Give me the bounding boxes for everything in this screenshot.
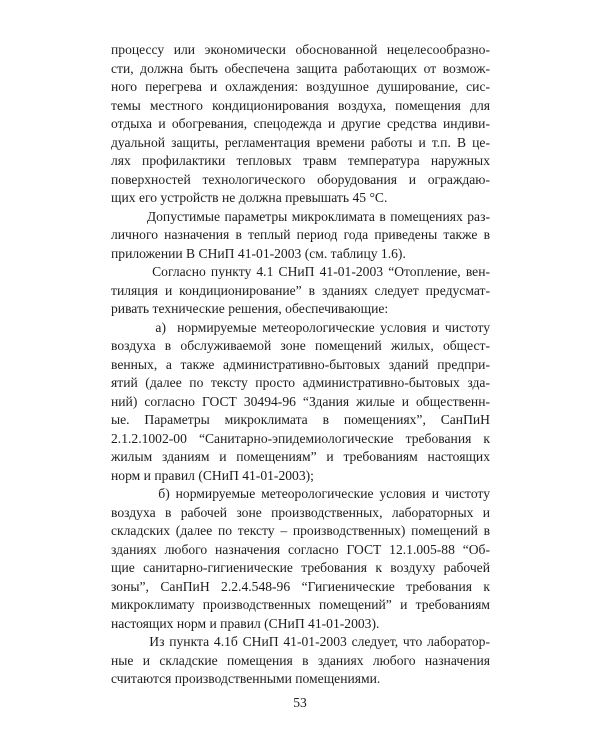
text-line: зоны”, СанПиН 2.2.4.548-96 “Гигиенические требования к bbox=[111, 578, 490, 594]
text-line: темы местного кондиционирования воздуха, помещения для bbox=[111, 97, 490, 113]
text-line: щих его устройств не должна превышать 45 °С. bbox=[111, 190, 388, 205]
text-line: процессу или экономически обоснованной нецелесообразно- bbox=[111, 42, 490, 57]
text-line: микроклимату производственных помещений” и требованиям bbox=[111, 597, 490, 612]
body-text bbox=[111, 41, 490, 689]
text-line: Из пункта 4.1б СНиП 41-01-2003 следует, что лаборатор- bbox=[111, 634, 490, 649]
text-line: приложении В СНиП 41-01-2003 (см. таблицу 1.6). bbox=[111, 245, 406, 261]
text-line: б) нормируемые метеорологические условия и чистоту bbox=[111, 486, 490, 501]
text-line: тиляция и кондиционирование” в зданиях следует предусмат- bbox=[111, 282, 490, 298]
text-line: дуальной защиты, регламентация времени работы и т.п. В це- bbox=[111, 134, 490, 150]
text-line: воздуха в рабочей зоне производственных, лабораторных и bbox=[111, 504, 490, 520]
list-item-a bbox=[111, 319, 490, 486]
page-number: 53 bbox=[293, 695, 307, 710]
text-line: отдыха и обогревания, спецодежда и другие средства индиви- bbox=[111, 116, 490, 131]
paragraph-snip-clause bbox=[111, 263, 490, 319]
text-line: считаются производственными помещениями. bbox=[111, 671, 381, 686]
paragraph-microclimate-parameters bbox=[111, 208, 490, 264]
text-line: зданиях любого назначения согласно ГОСТ 12.1.005-88 “Об- bbox=[111, 541, 490, 557]
text-line: ятий (далее по тексту просто административно-бытовых зда- bbox=[111, 375, 490, 390]
paragraph-protection-measures bbox=[111, 41, 490, 208]
text-line: Согласно пункту 4.1 СНиП 41-01-2003 “Отопление, вен- bbox=[111, 264, 490, 279]
text-line: ные и складские помещения в зданиях любого назначения bbox=[111, 652, 490, 668]
text-line: 2.1.2.1002-00 “Санитарно-эпидемиологические требования к bbox=[111, 430, 490, 446]
text-line: щие санитарно-гигиенические требования к воздуху рабочей bbox=[111, 560, 490, 575]
text-line: складских (далее по тексту – производственных) помещений в bbox=[111, 523, 490, 538]
text-line: жилым зданиям и помещениям” и требованиям настоящих bbox=[111, 449, 490, 464]
text-line: ривать технические решения, обеспечивающие: bbox=[111, 301, 389, 316]
paragraph-conclusion bbox=[111, 633, 490, 689]
text-line: лях профилактики тепловых травм температура наружных bbox=[111, 153, 490, 168]
text-line: поверхностей технологического оборудования и ограждаю- bbox=[111, 171, 490, 187]
text-line: Допустимые параметры микроклимата в помещениях раз- bbox=[111, 208, 490, 224]
text-line: личного назначения в теплый период года приведены также в bbox=[111, 227, 490, 242]
text-line: норм и правил (СНиП 41-01-2003); bbox=[111, 467, 314, 483]
text-line: сти, должна быть обеспечена защита работающих от возмож- bbox=[111, 60, 490, 76]
text-line: воздуха в обслуживаемой зоне помещений жилых, общест- bbox=[111, 338, 490, 353]
text-line: венных, а также административно-бытовых зданий предпри- bbox=[111, 356, 490, 372]
list-item-b bbox=[111, 485, 490, 633]
text-line: ний) согласно ГОСТ 30494-96 “Здания жилые и общественн- bbox=[111, 393, 490, 409]
text-line: ые. Параметры микроклимата в помещениях”, СанПиН bbox=[111, 412, 490, 427]
text-line: а) нормируемые метеорологические условия и чистоту bbox=[111, 319, 490, 335]
text-line: ного перегрева и охлаждения: воздушное душирование, сис- bbox=[111, 79, 490, 94]
text-line: настоящих норм и правил (СНиП 41-01-2003). bbox=[111, 615, 380, 631]
